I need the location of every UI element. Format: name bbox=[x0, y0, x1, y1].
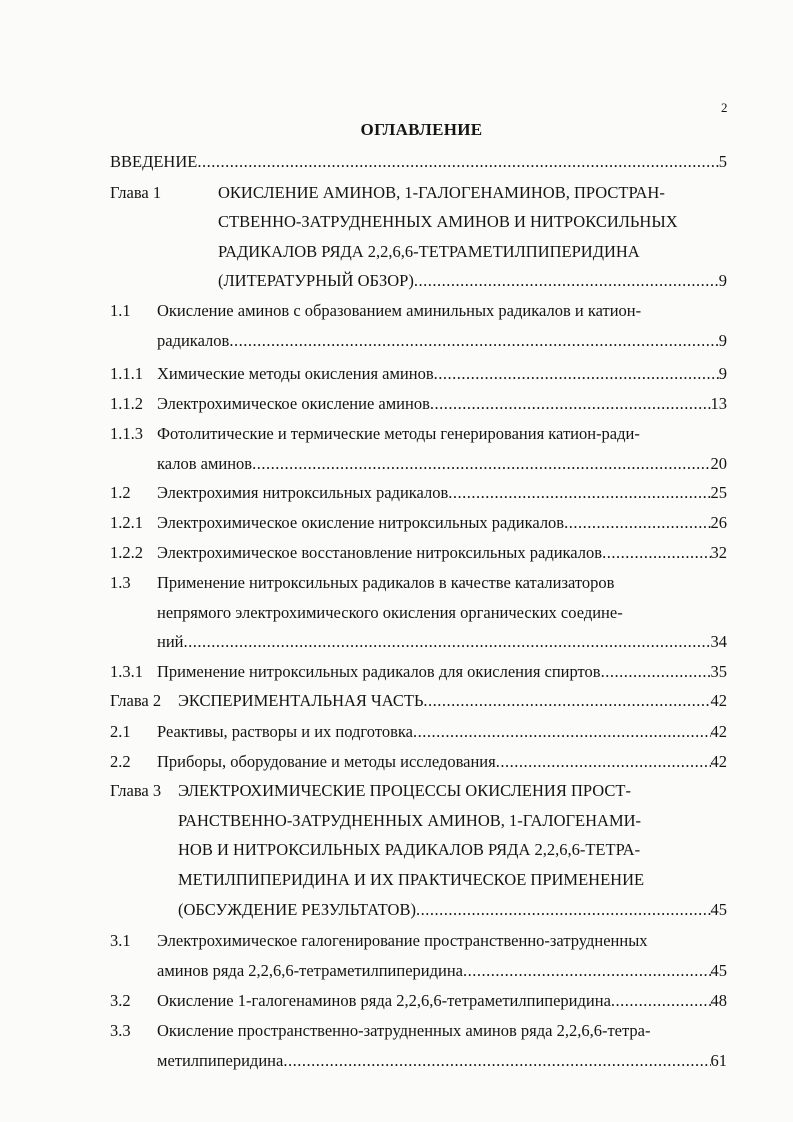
toc-entry-text: ВВЕДЕНИЕ bbox=[110, 152, 198, 171]
toc-entry-line[interactable] bbox=[157, 1051, 727, 1071]
dot-leader bbox=[611, 991, 711, 1011]
toc-entry-label: 1.1.3 bbox=[110, 424, 143, 443]
toc-entry-line[interactable] bbox=[157, 454, 727, 474]
dot-leader bbox=[413, 722, 711, 742]
toc-page-number: 13 bbox=[710, 394, 727, 413]
toc-entry-label: Глава 1 bbox=[110, 183, 162, 202]
toc-entry-text: аминов ряда 2,2,6,6-тетраметилпиперидина bbox=[157, 961, 463, 980]
toc-entry-label: 2.1 bbox=[110, 722, 131, 741]
toc-page-number: 9 bbox=[718, 364, 727, 383]
toc-entry-label: 1.3 bbox=[110, 573, 131, 592]
dot-leader bbox=[448, 483, 710, 503]
toc-entry-label: 1.2.1 bbox=[110, 513, 143, 532]
toc-entry-line[interactable] bbox=[157, 752, 727, 772]
dot-leader bbox=[252, 454, 710, 474]
dot-leader bbox=[496, 752, 711, 772]
toc-entry-text: (ОБСУЖДЕНИЕ РЕЗУЛЬТАТОВ) bbox=[178, 899, 416, 919]
toc-entry-text: РАДИКАЛОВ РЯДА 2,2,6,6-ТЕТРАМЕТИЛПИПЕРИДИНА bbox=[218, 241, 640, 261]
toc-page-number: 61 bbox=[710, 1051, 727, 1070]
toc-entry-line[interactable] bbox=[157, 961, 727, 981]
toc-entry-text: Реактивы, растворы и их подготовка bbox=[157, 722, 413, 741]
toc-entry-line[interactable] bbox=[157, 991, 727, 1011]
toc-entry-label: 3.3 bbox=[110, 1021, 131, 1040]
toc-page-number: 25 bbox=[710, 483, 727, 502]
toc-entry-label: 1.2.2 bbox=[110, 543, 143, 562]
toc-entry-line[interactable] bbox=[157, 394, 727, 414]
toc-entry-text: Электрохимическое восстановление нитроксильных радикалов bbox=[157, 543, 603, 562]
toc-page-number: 9 bbox=[718, 270, 727, 290]
toc-entry-line[interactable] bbox=[157, 513, 727, 533]
toc-entry-line[interactable] bbox=[157, 662, 727, 682]
toc-page-number: 5 bbox=[718, 152, 727, 171]
toc-page-number: 20 bbox=[710, 454, 727, 473]
toc-page-number: 42 bbox=[710, 752, 727, 771]
toc-entry-text: Окисление аминов с образованием аминильных радикалов и катион- bbox=[157, 301, 642, 320]
toc-page-number: 26 bbox=[710, 513, 727, 532]
toc-entry-text: (ЛИТЕРАТУРНЫЙ ОБЗОР) bbox=[218, 270, 414, 290]
toc-entry-text: Применение нитроксильных радикалов для окисления спиртов bbox=[157, 662, 601, 681]
toc-entry-text: Электрохимическое галогенирование пространственно-затрудненных bbox=[157, 931, 648, 950]
toc-entry-text: метилпиперидина bbox=[157, 1051, 284, 1070]
toc-entry-line[interactable] bbox=[157, 364, 727, 384]
toc-entry-text: МЕТИЛПИПЕРИДИНА И ИХ ПРАКТИЧЕСКОЕ ПРИМЕНЕНИЕ bbox=[178, 870, 645, 890]
toc-entry-text: радикалов bbox=[157, 331, 230, 350]
toc-entry-line[interactable] bbox=[157, 331, 727, 351]
toc-entry-label: 1.2 bbox=[110, 483, 131, 502]
toc-entry-text: ОКИСЛЕНИЕ АМИНОВ, 1-ГАЛОГЕНАМИНОВ, ПРОСТРАН- bbox=[218, 183, 665, 202]
toc-entry-line[interactable] bbox=[157, 483, 727, 503]
toc-page-number: 48 bbox=[710, 991, 727, 1010]
toc-page-number: 9 bbox=[718, 331, 727, 350]
toc-entry-label: 1.3.1 bbox=[110, 662, 143, 681]
toc-page-number: 45 bbox=[710, 899, 727, 919]
toc-page-number: 42 bbox=[710, 691, 727, 710]
dot-leader bbox=[423, 691, 710, 711]
toc-entry-label: 1.1 bbox=[110, 301, 131, 320]
dot-leader bbox=[184, 632, 711, 652]
dot-leader bbox=[434, 364, 719, 384]
toc-entry-text: СТВЕННО-ЗАТРУДНЕННЫХ АМИНОВ И НИТРОКСИЛЬНЫХ bbox=[218, 212, 678, 232]
toc-entry-text: РАНСТВЕННО-ЗАТРУДНЕННЫХ АМИНОВ, 1-ГАЛОГЕНАМИ- bbox=[178, 810, 642, 830]
toc-entry-text: ний bbox=[157, 632, 184, 651]
toc-entry-text: Электрохимия нитроксильных радикалов bbox=[157, 483, 449, 502]
toc-page-number: 35 bbox=[710, 662, 727, 681]
toc-entry-line[interactable] bbox=[218, 271, 727, 291]
toc-entry-label: 1.1.1 bbox=[110, 364, 143, 383]
toc-entry-line[interactable] bbox=[110, 152, 727, 172]
toc-entry-line[interactable] bbox=[157, 543, 727, 563]
toc-entry-line[interactable] bbox=[178, 900, 727, 920]
toc-entry-text: калов аминов bbox=[157, 454, 253, 473]
toc-entry-label: 3.2 bbox=[110, 991, 131, 1010]
dot-leader bbox=[564, 513, 710, 533]
toc-page-number: 45 bbox=[710, 961, 727, 980]
dot-leader bbox=[601, 662, 711, 682]
toc-entry-text: Электрохимическое окисление аминов bbox=[157, 394, 430, 413]
toc-entry-text: ЭКСПЕРИМЕНТАЛЬНАЯ ЧАСТЬ bbox=[178, 691, 424, 710]
toc-entry-line[interactable] bbox=[178, 691, 727, 711]
toc-page-number: 34 bbox=[710, 632, 727, 651]
dot-leader bbox=[283, 1051, 710, 1071]
toc-entry-text: Фотолитические и термические методы генерирования катион-ради- bbox=[157, 424, 640, 443]
toc-entry-label: 1.1.2 bbox=[110, 394, 143, 413]
toc-entry-label: Глава 2 bbox=[110, 691, 162, 710]
toc-page-number: 32 bbox=[710, 543, 727, 562]
dot-leader bbox=[602, 543, 710, 563]
page-title: ОГЛАВЛЕНИЕ bbox=[360, 120, 483, 139]
dot-leader bbox=[463, 961, 711, 981]
dot-leader bbox=[414, 271, 719, 291]
dot-leader bbox=[430, 394, 711, 414]
page-number: 2 bbox=[721, 100, 728, 115]
toc-entry-line[interactable] bbox=[157, 722, 727, 742]
toc-entry-text: Применение нитроксильных радикалов в качестве катализаторов bbox=[157, 573, 615, 592]
toc-entry-text: Окисление пространственно-затрудненных аминов ряда 2,2,6,6-тетра- bbox=[157, 1021, 651, 1040]
toc-entry-text: Окисление 1-галогенаминов ряда 2,2,6,6-тетраметилпиперидина bbox=[157, 991, 611, 1010]
toc-entry-text: Электрохимическое окисление нитроксильных радикалов bbox=[157, 513, 565, 532]
toc-entry-line[interactable] bbox=[157, 632, 727, 652]
toc-entry-text: непрямого электрохимического окисления органических соедине- bbox=[157, 602, 623, 622]
dot-leader bbox=[229, 331, 718, 351]
toc-entry-text: ЭЛЕКТРОХИМИЧЕСКИЕ ПРОЦЕССЫ ОКИСЛЕНИЯ ПРОСТ- bbox=[178, 781, 631, 800]
toc-entry-label: 3.1 bbox=[110, 931, 131, 950]
toc-entry-text: Химические методы окисления аминов bbox=[157, 364, 434, 383]
toc-entry-text: НОВ И НИТРОКСИЛЬНЫХ РАДИКАЛОВ РЯДА 2,2,6,6-ТЕТРА- bbox=[178, 840, 641, 860]
dot-leader bbox=[416, 900, 711, 920]
toc-entry-text: Приборы, оборудование и методы исследования bbox=[157, 752, 496, 771]
toc-page-number: 42 bbox=[710, 722, 727, 741]
dot-leader bbox=[197, 152, 718, 172]
toc-entry-label: Глава 3 bbox=[110, 781, 162, 800]
toc-entry-label: 2.2 bbox=[110, 752, 131, 771]
